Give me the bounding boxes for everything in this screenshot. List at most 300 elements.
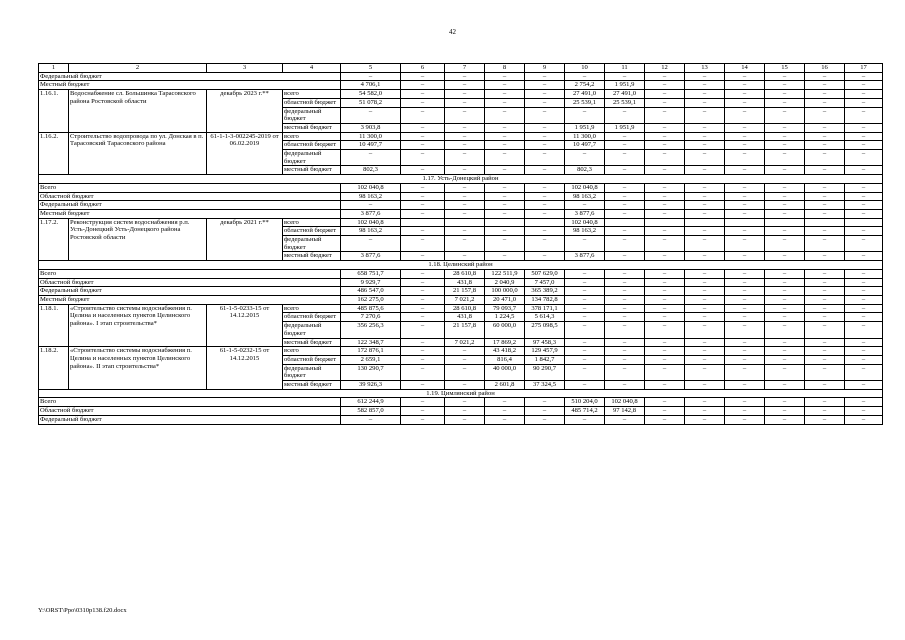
funding-source: областной бюджет: [283, 313, 341, 322]
row-label: Федеральный бюджет: [39, 415, 341, 424]
value-col-5: 802,3: [341, 166, 401, 175]
value-col-14: –: [725, 407, 765, 416]
value-col-5: 11 300,0: [341, 132, 401, 141]
section-title: 1.17. Усть-Донецкий район: [39, 175, 883, 184]
value-col-15: –: [765, 295, 805, 304]
value-col-5: 4 706,1: [341, 81, 401, 90]
value-col-9: –: [525, 183, 565, 192]
row-label: Федеральный бюджет: [39, 201, 341, 210]
value-col-11: –: [605, 364, 645, 380]
funding-source: всего: [283, 304, 341, 313]
value-col-11: –: [605, 355, 645, 364]
value-col-16: –: [805, 347, 845, 356]
value-col-9: 1 842,7: [525, 355, 565, 364]
value-col-6: –: [401, 287, 445, 296]
value-col-11: –: [605, 347, 645, 356]
value-col-7: –: [445, 364, 485, 380]
value-col-9: –: [525, 227, 565, 236]
value-col-14: –: [725, 236, 765, 252]
value-col-12: –: [645, 72, 685, 81]
summary-row: [39, 295, 883, 304]
section-title: 1.19. Цимлянский район: [39, 389, 883, 398]
value-col-8: –: [485, 132, 525, 141]
value-col-16: –: [805, 278, 845, 287]
value-col-13: –: [685, 355, 725, 364]
value-col-11: –: [605, 150, 645, 166]
value-col-7: –: [445, 166, 485, 175]
value-col-11: –: [605, 269, 645, 278]
value-col-11: –: [605, 72, 645, 81]
value-col-12: –: [645, 338, 685, 347]
value-col-15: –: [765, 72, 805, 81]
value-col-11: –: [605, 166, 645, 175]
value-col-6: –: [401, 313, 445, 322]
value-col-14: –: [725, 269, 765, 278]
value-col-10: 102 040,8: [565, 183, 605, 192]
section-row: [39, 261, 883, 270]
value-col-16: –: [805, 227, 845, 236]
value-col-7: –: [445, 398, 485, 407]
value-col-15: –: [765, 81, 805, 90]
value-col-12: –: [645, 227, 685, 236]
value-col-10: –: [565, 201, 605, 210]
value-col-7: –: [445, 192, 485, 201]
value-col-10: 11 300,0: [565, 132, 605, 141]
value-col-14: –: [725, 347, 765, 356]
value-col-12: –: [645, 183, 685, 192]
value-col-8: 2 601,8: [485, 381, 525, 390]
value-col-8: –: [485, 81, 525, 90]
value-col-14: –: [725, 192, 765, 201]
value-col-14: –: [725, 322, 765, 338]
value-col-13: –: [685, 278, 725, 287]
header-row: [39, 64, 883, 73]
value-col-9: 134 782,8: [525, 295, 565, 304]
value-col-5: 485 875,6: [341, 304, 401, 313]
value-col-6: –: [401, 132, 445, 141]
summary-row: [39, 72, 883, 81]
value-col-9: 7 457,0: [525, 278, 565, 287]
project-number: 1.17.2.: [39, 218, 69, 261]
value-col-8: –: [485, 141, 525, 150]
value-col-9: 365 389,2: [525, 287, 565, 296]
value-col-7: –: [445, 123, 485, 132]
value-col-13: –: [685, 98, 725, 107]
value-col-9: –: [525, 150, 565, 166]
value-col-16: –: [805, 364, 845, 380]
value-col-16: –: [805, 166, 845, 175]
row-label: Областной бюджет: [39, 278, 341, 287]
value-col-14: –: [725, 209, 765, 218]
value-col-17: –: [845, 81, 883, 90]
value-col-5: 7 270,6: [341, 313, 401, 322]
summary-row: [39, 201, 883, 210]
value-col-14: –: [725, 304, 765, 313]
value-col-16: –: [805, 107, 845, 123]
value-col-5: –: [341, 201, 401, 210]
summary-row: [39, 415, 883, 424]
value-col-16: –: [805, 90, 845, 99]
value-col-9: –: [525, 81, 565, 90]
value-col-11: –: [605, 381, 645, 390]
value-col-11: –: [605, 132, 645, 141]
value-col-12: –: [645, 407, 685, 416]
value-col-14: –: [725, 72, 765, 81]
value-col-5: 122 348,7: [341, 338, 401, 347]
value-col-12: –: [645, 304, 685, 313]
value-col-14: –: [725, 132, 765, 141]
summary-row: [39, 398, 883, 407]
value-col-6: –: [401, 252, 445, 261]
value-col-9: –: [525, 123, 565, 132]
value-col-6: –: [401, 364, 445, 380]
value-col-13: –: [685, 81, 725, 90]
value-col-8: 816,4: [485, 355, 525, 364]
value-col-8: –: [485, 236, 525, 252]
value-col-10: 1 951,9: [565, 123, 605, 132]
project-number: 1.18.1.: [39, 304, 69, 347]
value-col-15: –: [765, 338, 805, 347]
value-col-11: 97 142,8: [605, 407, 645, 416]
value-col-8: –: [485, 98, 525, 107]
value-col-16: –: [805, 295, 845, 304]
funding-source: местный бюджет: [283, 252, 341, 261]
value-col-10: –: [565, 150, 605, 166]
summary-row: [39, 81, 883, 90]
value-col-6: –: [401, 201, 445, 210]
value-col-10: 10 497,7: [565, 141, 605, 150]
value-col-9: 90 290,7: [525, 364, 565, 380]
value-col-14: –: [725, 227, 765, 236]
value-col-6: –: [401, 192, 445, 201]
value-col-10: –: [565, 347, 605, 356]
project-term: 61-1-1-3-002245-2019 от 06.02.2019: [207, 132, 283, 175]
value-col-10: 802,3: [565, 166, 605, 175]
page-number: 42: [449, 28, 456, 36]
value-col-6: –: [401, 81, 445, 90]
value-col-8: 79 093,7: [485, 304, 525, 313]
value-col-16: –: [805, 209, 845, 218]
value-col-16: –: [805, 381, 845, 390]
value-col-5: 612 244,9: [341, 398, 401, 407]
value-col-5: 98 163,2: [341, 227, 401, 236]
summary-row: [39, 209, 883, 218]
value-col-9: 275 098,5: [525, 322, 565, 338]
value-col-14: –: [725, 90, 765, 99]
value-col-8: 1 224,5: [485, 313, 525, 322]
value-col-7: 21 157,8: [445, 322, 485, 338]
value-col-10: 98 163,2: [565, 227, 605, 236]
value-col-6: –: [401, 98, 445, 107]
value-col-6: –: [401, 166, 445, 175]
value-col-13: –: [685, 209, 725, 218]
value-col-14: –: [725, 338, 765, 347]
value-col-13: –: [685, 415, 725, 424]
value-col-15: –: [765, 381, 805, 390]
project-number: 1.16.1.: [39, 90, 69, 133]
value-col-12: –: [645, 398, 685, 407]
value-col-12: –: [645, 278, 685, 287]
value-col-13: –: [685, 364, 725, 380]
value-col-6: –: [401, 209, 445, 218]
project-term: 61-1-5-0232-15 от 14.12.2015: [207, 347, 283, 390]
value-col-15: –: [765, 407, 805, 416]
header-col-10: 10: [565, 64, 605, 73]
value-col-7: 7 021,2: [445, 295, 485, 304]
value-col-15: –: [765, 183, 805, 192]
value-col-16: –: [805, 150, 845, 166]
value-col-13: –: [685, 295, 725, 304]
value-col-6: –: [401, 72, 445, 81]
value-col-7: 28 610,8: [445, 304, 485, 313]
value-col-8: –: [485, 72, 525, 81]
value-col-5: 102 040,8: [341, 218, 401, 227]
project-number: 1.16.2.: [39, 132, 69, 175]
value-col-7: –: [445, 81, 485, 90]
value-col-13: –: [685, 236, 725, 252]
value-col-5: –: [341, 150, 401, 166]
row-label: Всего: [39, 398, 341, 407]
section-row: [39, 175, 883, 184]
value-col-5: 3 877,6: [341, 252, 401, 261]
value-col-9: –: [525, 252, 565, 261]
value-col-11: –: [605, 107, 645, 123]
value-col-17: –: [845, 347, 883, 356]
value-col-10: –: [565, 364, 605, 380]
funding-table: [38, 63, 883, 425]
funding-source: федеральный бюджет: [283, 364, 341, 380]
value-col-5: 486 547,0: [341, 287, 401, 296]
value-col-11: –: [605, 415, 645, 424]
value-col-17: –: [845, 201, 883, 210]
value-col-15: –: [765, 322, 805, 338]
value-col-6: –: [401, 236, 445, 252]
value-col-9: –: [525, 132, 565, 141]
row-label: Местный бюджет: [39, 81, 341, 90]
document-path: Y:\ORST\Ppo\0310p138.f20.docx: [38, 607, 127, 614]
value-col-17: –: [845, 72, 883, 81]
value-col-13: [685, 218, 725, 227]
value-col-17: –: [845, 166, 883, 175]
value-col-9: 5 614,3: [525, 313, 565, 322]
value-col-12: –: [645, 364, 685, 380]
value-col-12: –: [645, 201, 685, 210]
value-col-8: 100 000,0: [485, 287, 525, 296]
value-col-16: –: [805, 269, 845, 278]
value-col-6: –: [401, 90, 445, 99]
value-col-7: 431,8: [445, 278, 485, 287]
value-col-10: –: [565, 381, 605, 390]
value-col-12: –: [645, 313, 685, 322]
value-col-6: –: [401, 381, 445, 390]
value-col-11: –: [605, 287, 645, 296]
value-col-9: –: [525, 236, 565, 252]
value-col-16: –: [805, 236, 845, 252]
value-col-16: –: [805, 201, 845, 210]
value-col-5: 3 877,6: [341, 209, 401, 218]
value-col-14: –: [725, 398, 765, 407]
value-col-10: 2 754,2: [565, 81, 605, 90]
row-label: Всего: [39, 183, 341, 192]
value-col-16: –: [805, 81, 845, 90]
value-col-5: 51 078,2: [341, 98, 401, 107]
funding-source: местный бюджет: [283, 381, 341, 390]
value-col-15: –: [765, 347, 805, 356]
value-col-5: 162 275,0: [341, 295, 401, 304]
value-col-12: –: [645, 123, 685, 132]
value-col-15: –: [765, 123, 805, 132]
value-col-6: –: [401, 150, 445, 166]
value-col-15: –: [765, 107, 805, 123]
value-col-12: –: [645, 141, 685, 150]
value-col-10: –: [565, 338, 605, 347]
value-col-6: [401, 218, 445, 227]
value-col-12: –: [645, 287, 685, 296]
value-col-10: –: [565, 236, 605, 252]
value-col-14: –: [725, 295, 765, 304]
value-col-15: –: [765, 201, 805, 210]
value-col-14: –: [725, 150, 765, 166]
row-label: Всего: [39, 269, 341, 278]
value-col-14: –: [725, 201, 765, 210]
value-col-15: –: [765, 132, 805, 141]
value-col-16: –: [805, 338, 845, 347]
value-col-7: –: [445, 415, 485, 424]
value-col-9: –: [525, 107, 565, 123]
value-col-6: –: [401, 415, 445, 424]
value-col-15: –: [765, 355, 805, 364]
value-col-17: –: [845, 236, 883, 252]
value-col-10: –: [565, 295, 605, 304]
value-col-7: –: [445, 72, 485, 81]
value-col-14: –: [725, 278, 765, 287]
value-col-7: 431,8: [445, 313, 485, 322]
header-col-3: 3: [207, 64, 283, 73]
value-col-7: –: [445, 381, 485, 390]
value-col-16: –: [805, 287, 845, 296]
value-col-9: 129 457,9: [525, 347, 565, 356]
header-col-9: 9: [525, 64, 565, 73]
value-col-8: –: [485, 227, 525, 236]
value-col-13: –: [685, 322, 725, 338]
value-col-12: –: [645, 166, 685, 175]
value-col-11: 1 951,9: [605, 81, 645, 90]
value-col-15: –: [765, 287, 805, 296]
funding-source: всего: [283, 218, 341, 227]
value-col-7: –: [445, 252, 485, 261]
value-col-12: –: [645, 415, 685, 424]
value-col-9: –: [525, 209, 565, 218]
funding-source: всего: [283, 132, 341, 141]
value-col-8: –: [485, 192, 525, 201]
header-col-16: 16: [805, 64, 845, 73]
value-col-16: –: [805, 322, 845, 338]
value-col-14: –: [725, 364, 765, 380]
funding-source: всего: [283, 90, 341, 99]
value-col-7: [445, 218, 485, 227]
summary-row: [39, 278, 883, 287]
value-col-6: –: [401, 123, 445, 132]
value-col-11: –: [605, 338, 645, 347]
value-col-16: –: [805, 183, 845, 192]
value-col-16: –: [805, 313, 845, 322]
funding-source: федеральный бюджет: [283, 236, 341, 252]
value-col-15: –: [765, 252, 805, 261]
value-col-16: [805, 218, 845, 227]
value-col-16: –: [805, 398, 845, 407]
value-col-15: –: [765, 90, 805, 99]
value-col-13: –: [685, 192, 725, 201]
value-col-17: –: [845, 90, 883, 99]
funding-source: местный бюджет: [283, 338, 341, 347]
funding-source: федеральный бюджет: [283, 107, 341, 123]
value-col-7: –: [445, 236, 485, 252]
value-col-12: –: [645, 347, 685, 356]
value-col-15: –: [765, 364, 805, 380]
header-col-17: 17: [845, 64, 883, 73]
value-col-8: 60 000,0: [485, 322, 525, 338]
value-col-10: 98 163,2: [565, 192, 605, 201]
value-col-13: –: [685, 304, 725, 313]
value-col-5: 658 751,7: [341, 269, 401, 278]
value-col-8: 17 869,2: [485, 338, 525, 347]
value-col-17: –: [845, 295, 883, 304]
value-col-13: –: [685, 398, 725, 407]
value-col-6: –: [401, 398, 445, 407]
value-col-7: –: [445, 150, 485, 166]
value-col-16: –: [805, 72, 845, 81]
value-col-15: –: [765, 398, 805, 407]
value-col-9: –: [525, 192, 565, 201]
value-col-14: –: [725, 98, 765, 107]
value-col-5: 130 290,7: [341, 364, 401, 380]
value-col-6: –: [401, 278, 445, 287]
value-col-17: –: [845, 278, 883, 287]
value-col-15: –: [765, 150, 805, 166]
row-label: Областной бюджет: [39, 407, 341, 416]
value-col-11: [605, 218, 645, 227]
header-col-6: 6: [401, 64, 445, 73]
value-col-5: –: [341, 236, 401, 252]
value-col-17: –: [845, 141, 883, 150]
value-col-14: [725, 218, 765, 227]
value-col-15: –: [765, 313, 805, 322]
value-col-7: –: [445, 209, 485, 218]
value-col-15: –: [765, 304, 805, 313]
value-col-7: –: [445, 90, 485, 99]
row-label: Федеральный бюджет: [39, 72, 341, 81]
funding-source: областной бюджет: [283, 355, 341, 364]
value-col-14: –: [725, 415, 765, 424]
header-col-11: 11: [605, 64, 645, 73]
header-col-8: 8: [485, 64, 525, 73]
value-col-12: –: [645, 236, 685, 252]
header-col-7: 7: [445, 64, 485, 73]
value-col-17: –: [845, 407, 883, 416]
value-col-6: –: [401, 183, 445, 192]
value-col-12: –: [645, 252, 685, 261]
value-col-5: –: [341, 415, 401, 424]
value-col-7: 28 610,8: [445, 269, 485, 278]
value-col-16: –: [805, 415, 845, 424]
value-col-11: 27 491,0: [605, 90, 645, 99]
value-col-10: 3 877,6: [565, 252, 605, 261]
value-col-17: –: [845, 313, 883, 322]
value-col-13: –: [685, 123, 725, 132]
value-col-16: –: [805, 355, 845, 364]
value-col-9: –: [525, 415, 565, 424]
project-name: Строительство водопровода по ул. Донская в п. Тарасовский Тарасовского района: [69, 132, 207, 175]
